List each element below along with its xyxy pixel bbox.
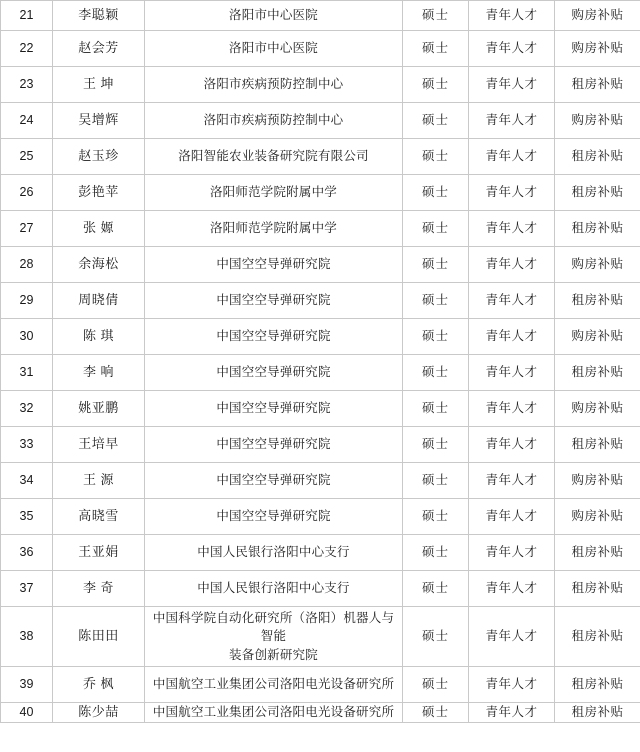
cell-unit: 洛阳市中心医院 — [145, 31, 403, 67]
cell-talent-type: 青年人才 — [469, 31, 555, 67]
cell-subsidy-type: 租房补贴 — [555, 139, 640, 175]
cell-index: 33 — [1, 427, 53, 463]
table-row — [1, 139, 640, 175]
cell-name: 姚亚鹏 — [53, 391, 145, 427]
cell-name: 王亚娟 — [53, 535, 145, 571]
cell-index: 36 — [1, 535, 53, 571]
cell-index: 37 — [1, 571, 53, 607]
cell-degree: 硕士 — [403, 427, 469, 463]
cell-name: 吴增辉 — [53, 103, 145, 139]
cell-subsidy-type: 租房补贴 — [555, 703, 640, 723]
cell-unit: 中国空空导弹研究院 — [145, 319, 403, 355]
cell-unit: 中国空空导弹研究院 — [145, 391, 403, 427]
cell-index: 28 — [1, 247, 53, 283]
cell-subsidy-type: 租房补贴 — [555, 535, 640, 571]
cell-talent-type: 青年人才 — [469, 355, 555, 391]
cell-degree: 硕士 — [403, 139, 469, 175]
cell-talent-type: 青年人才 — [469, 1, 555, 31]
table-row — [1, 499, 640, 535]
cell-unit: 洛阳市中心医院 — [145, 1, 403, 31]
cell-subsidy-type: 租房补贴 — [555, 283, 640, 319]
cell-name: 王 源 — [53, 463, 145, 499]
cell-index: 27 — [1, 211, 53, 247]
cell-name: 李 奇 — [53, 571, 145, 607]
table-row — [1, 319, 640, 355]
table-row — [1, 355, 640, 391]
cell-name: 陈少喆 — [53, 703, 145, 723]
cell-degree: 硕士 — [403, 607, 469, 667]
cell-talent-type: 青年人才 — [469, 499, 555, 535]
cell-talent-type: 青年人才 — [469, 103, 555, 139]
cell-unit — [145, 607, 403, 667]
cell-unit-line: 装备创新研究院 — [229, 647, 318, 662]
cell-subsidy-type: 租房补贴 — [555, 355, 640, 391]
cell-subsidy-type: 购房补贴 — [555, 319, 640, 355]
cell-degree: 硕士 — [403, 103, 469, 139]
cell-talent-type: 青年人才 — [469, 571, 555, 607]
cell-unit: 洛阳市疾病预防控制中心 — [145, 103, 403, 139]
table-row — [1, 67, 640, 103]
cell-degree: 硕士 — [403, 535, 469, 571]
cell-unit: 中国空空导弹研究院 — [145, 499, 403, 535]
cell-unit: 中国空空导弹研究院 — [145, 355, 403, 391]
cell-subsidy-type: 租房补贴 — [555, 67, 640, 103]
cell-talent-type: 青年人才 — [469, 139, 555, 175]
cell-name: 赵会芳 — [53, 31, 145, 67]
cell-unit: 洛阳师范学院附属中学 — [145, 211, 403, 247]
cell-name: 王培早 — [53, 427, 145, 463]
cell-subsidy-type: 租房补贴 — [555, 175, 640, 211]
cell-name: 赵玉珍 — [53, 139, 145, 175]
cell-unit: 洛阳市疾病预防控制中心 — [145, 67, 403, 103]
table-row — [1, 211, 640, 247]
cell-index: 24 — [1, 103, 53, 139]
cell-talent-type: 青年人才 — [469, 667, 555, 703]
cell-index: 30 — [1, 319, 53, 355]
table-row — [1, 103, 640, 139]
cell-subsidy-type: 购房补贴 — [555, 103, 640, 139]
cell-name: 陈田田 — [53, 607, 145, 667]
cell-unit: 中国空空导弹研究院 — [145, 247, 403, 283]
cell-subsidy-type: 租房补贴 — [555, 667, 640, 703]
cell-unit: 中国空空导弹研究院 — [145, 427, 403, 463]
cell-unit: 中国航空工业集团公司洛阳电光设备研究所 — [145, 703, 403, 723]
cell-degree: 硕士 — [403, 67, 469, 103]
cell-index: 39 — [1, 667, 53, 703]
cell-name: 王 坤 — [53, 67, 145, 103]
table-row — [1, 391, 640, 427]
cell-talent-type: 青年人才 — [469, 211, 555, 247]
table-row — [1, 1, 640, 31]
cell-talent-type: 青年人才 — [469, 67, 555, 103]
cell-degree: 硕士 — [403, 247, 469, 283]
table-row — [1, 703, 640, 723]
cell-unit: 中国航空工业集团公司洛阳电光设备研究所 — [145, 667, 403, 703]
cell-degree: 硕士 — [403, 571, 469, 607]
cell-talent-type: 青年人才 — [469, 391, 555, 427]
cell-unit: 洛阳智能农业装备研究院有限公司 — [145, 139, 403, 175]
cell-index: 21 — [1, 1, 53, 31]
cell-unit: 中国人民银行洛阳中心支行 — [145, 571, 403, 607]
cell-degree: 硕士 — [403, 211, 469, 247]
cell-talent-type: 青年人才 — [469, 283, 555, 319]
cell-unit: 中国人民银行洛阳中心支行 — [145, 535, 403, 571]
cell-name: 陈 琪 — [53, 319, 145, 355]
cell-degree: 硕士 — [403, 283, 469, 319]
cell-unit-lines — [147, 609, 400, 663]
cell-degree: 硕士 — [403, 355, 469, 391]
cell-subsidy-type: 购房补贴 — [555, 31, 640, 67]
cell-index: 22 — [1, 31, 53, 67]
cell-index: 31 — [1, 355, 53, 391]
cell-degree: 硕士 — [403, 667, 469, 703]
cell-unit: 中国空空导弹研究院 — [145, 283, 403, 319]
table-row — [1, 463, 640, 499]
cell-name: 乔 枫 — [53, 667, 145, 703]
cell-name: 李聪颖 — [53, 1, 145, 31]
cell-name: 周晓倩 — [53, 283, 145, 319]
cell-subsidy-type: 购房补贴 — [555, 391, 640, 427]
table-body — [1, 1, 640, 723]
cell-degree: 硕士 — [403, 1, 469, 31]
cell-index: 40 — [1, 703, 53, 723]
cell-name: 李 响 — [53, 355, 145, 391]
cell-unit-line: 中国科学院自动化研究所（洛阳）机器人与智能 — [152, 611, 395, 644]
cell-subsidy-type: 购房补贴 — [555, 463, 640, 499]
table-row — [1, 427, 640, 463]
cell-degree: 硕士 — [403, 319, 469, 355]
cell-name: 高晓雪 — [53, 499, 145, 535]
table-row — [1, 175, 640, 211]
cell-talent-type: 青年人才 — [469, 319, 555, 355]
cell-subsidy-type: 购房补贴 — [555, 1, 640, 31]
cell-name: 余海松 — [53, 247, 145, 283]
cell-degree: 硕士 — [403, 499, 469, 535]
cell-talent-type: 青年人才 — [469, 247, 555, 283]
table-row — [1, 667, 640, 703]
cell-unit: 洛阳师范学院附属中学 — [145, 175, 403, 211]
cell-talent-type: 青年人才 — [469, 607, 555, 667]
cell-talent-type: 青年人才 — [469, 703, 555, 723]
table-row — [1, 283, 640, 319]
cell-subsidy-type: 租房补贴 — [555, 427, 640, 463]
cell-name: 张 嫄 — [53, 211, 145, 247]
cell-index: 38 — [1, 607, 53, 667]
cell-index: 35 — [1, 499, 53, 535]
cell-talent-type: 青年人才 — [469, 175, 555, 211]
cell-subsidy-type: 购房补贴 — [555, 499, 640, 535]
cell-talent-type: 青年人才 — [469, 427, 555, 463]
cell-unit: 中国空空导弹研究院 — [145, 463, 403, 499]
cell-index: 25 — [1, 139, 53, 175]
table-row — [1, 31, 640, 67]
table-row — [1, 607, 640, 667]
table-row — [1, 571, 640, 607]
cell-index: 34 — [1, 463, 53, 499]
cell-index: 26 — [1, 175, 53, 211]
cell-degree: 硕士 — [403, 463, 469, 499]
table-row — [1, 247, 640, 283]
cell-degree: 硕士 — [403, 703, 469, 723]
table-row — [1, 535, 640, 571]
cell-subsidy-type: 购房补贴 — [555, 247, 640, 283]
cell-index: 32 — [1, 391, 53, 427]
cell-index: 29 — [1, 283, 53, 319]
cell-degree: 硕士 — [403, 175, 469, 211]
cell-talent-type: 青年人才 — [469, 535, 555, 571]
cell-subsidy-type: 租房补贴 — [555, 571, 640, 607]
cell-name: 彭艳苹 — [53, 175, 145, 211]
cell-degree: 硕士 — [403, 31, 469, 67]
cell-subsidy-type: 租房补贴 — [555, 607, 640, 667]
cell-index: 23 — [1, 67, 53, 103]
cell-degree: 硕士 — [403, 391, 469, 427]
cell-talent-type: 青年人才 — [469, 463, 555, 499]
cell-subsidy-type: 租房补贴 — [555, 211, 640, 247]
